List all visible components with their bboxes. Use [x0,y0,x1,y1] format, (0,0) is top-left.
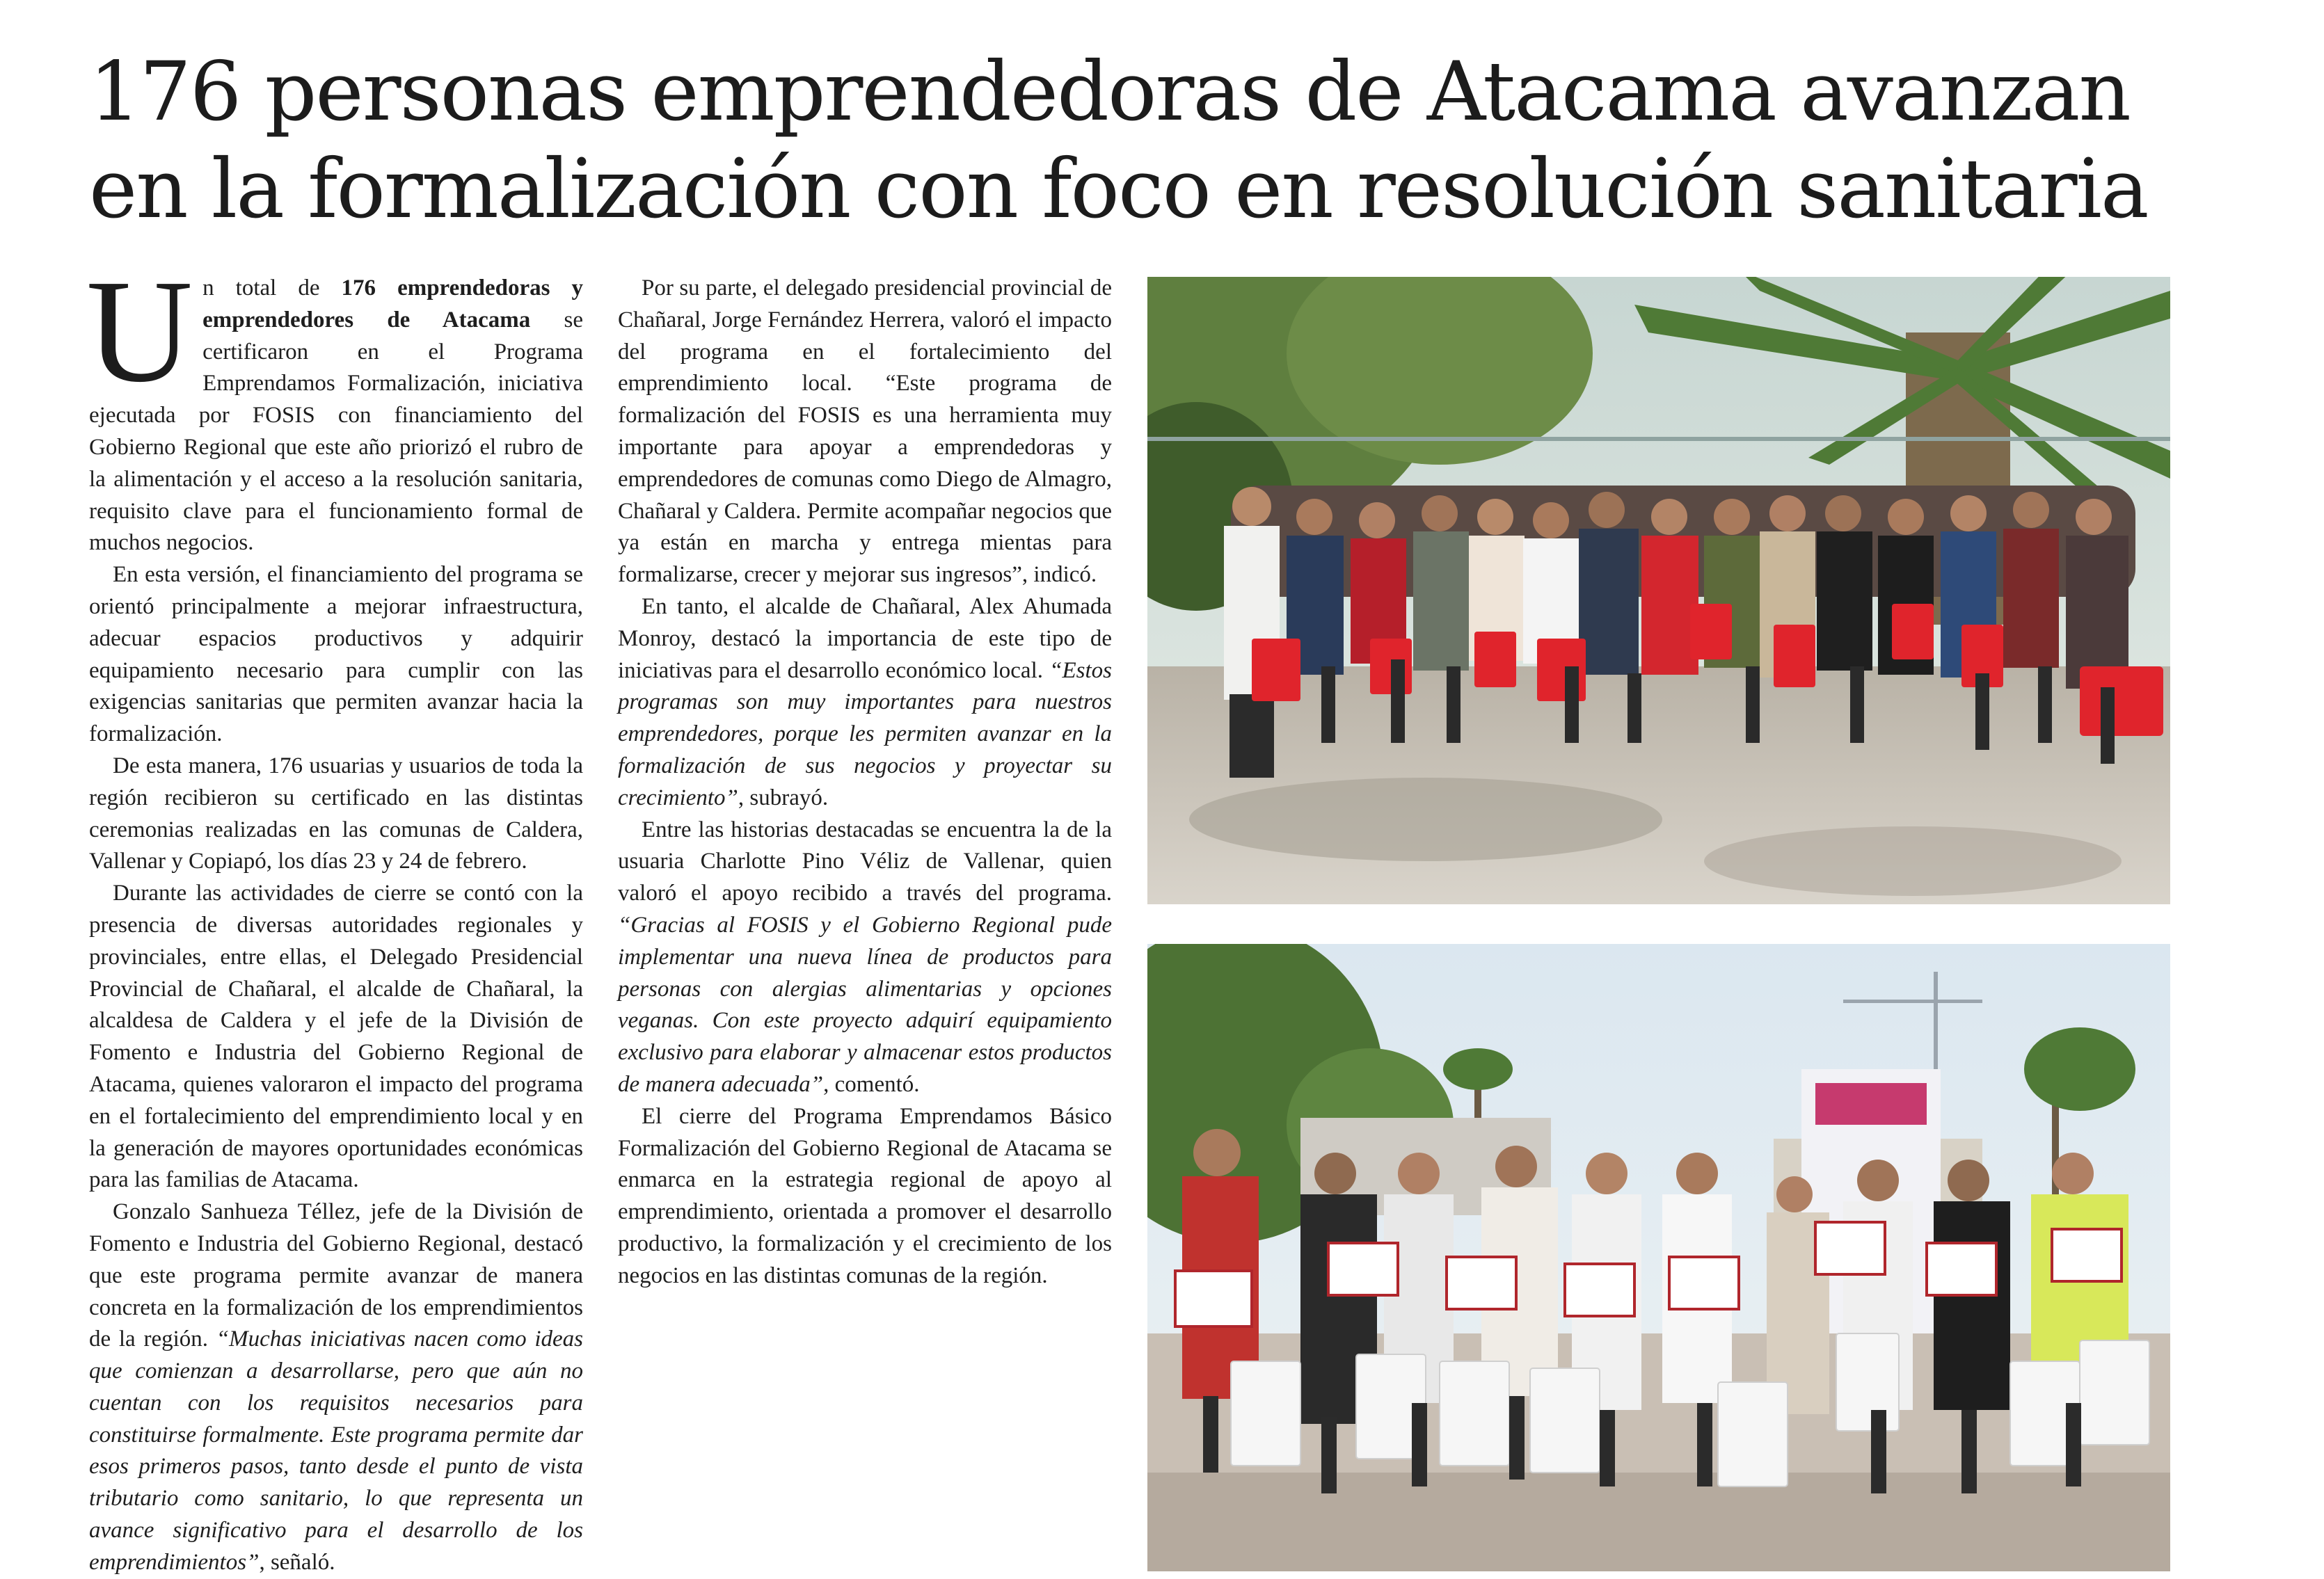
drop-cap: U [86,249,193,412]
headline [89,43,2246,238]
paragraph-1-bold: 176 emprendedoras y emprendedores de Atacama [202,275,583,332]
paragraph-7-text-b: , subrayó. [738,785,829,810]
group-photo-red-bags [1147,277,2170,904]
paragraph-7-text-a: En tanto, el alcalde de Chañaral, Alex Ahumada Monroy, destacó la importancia de este tipo de iniciativas para el desarrollo económico local. [618,593,1112,683]
paragraph-6: Por su parte, el delegado presidencial provincial de Chañaral, Jorge Fernández Herrera, valoró el impacto del programa en el fortalecimiento del emprendimiento local. “Este programa de formalización del FOSIS es una herramienta muy importante para apoyar a emprendedoras y emprendedores de comunas como Diego de Almagro, Chañaral y Caldera. Permite acompañar negocios que ya están en marcha y entrega mientas para formalizarse, crecer y mejorar sus ingresos”, indicó. [618,275,1112,588]
paragraph-3: De esta manera, 176 usuarias y usuarios de toda la región recibieron su certificado en las distintas ceremonias realizadas en las comunas de Caldera, Vallenar y Copiapó, los días 23 y 24 de febrero. [89,753,583,874]
paragraph-8-text-b: , comentó. [823,1071,920,1097]
paragraph-7-quote: “Estos programas son muy importantes para nuestros emprendedores, porque les permiten avanzar en la formalización de sus negocios y proyectar su crecimiento” [618,657,1112,810]
paragraph-1-text-a: n total de [202,275,342,300]
group-photo-certificates [1147,944,2170,1571]
paragraph-7 [618,591,1112,815]
headline-line-2: en la formalización con foco en resolución sanitaria [89,141,2148,237]
paragraph-8-quote: “Gracias al FOSIS y el Gobierno Regional pude implementar una nueva línea de productos para personas con alergias alimentarias y opciones veganas. Con este proyecto adquirí equipamiento exclusivo para elaborar y almacenar estos productos de manera adecuada” [618,912,1112,1097]
paragraph-5 [89,1196,583,1579]
paragraph-5-text-b: , señaló. [259,1549,335,1575]
paragraph-9: El cierre del Programa Emprendamos Básico Formalización del Gobierno Regional de Atacama se enmarca en la estrategia regional de apoyo al emprendimiento, orientada a promover el desarrollo productivo, la formalización y el crecimiento de los negocios en las distintas comunas de la región. [618,1103,1112,1288]
paragraph-8 [618,815,1112,1101]
paragraph-8-text-a: Entre las historias destacadas se encuentra la de la usuaria Charlotte Pino Véliz de Vallenar, quien valoró el apoyo recibido a través del programa. [618,817,1112,906]
group-photo-red-bags-image [1147,277,2170,904]
paragraph-2: En esta versión, el financiamiento del programa se orientó principalmente a mejorar infraestructura, adecuar espacios productivos y adquirir equipamiento necesario para cumplir con las exigencias sanitarias que permiten avanzar hacia la formalización. [89,562,583,747]
article-column-1 [86,249,583,1579]
paragraph-1-text-b: se certificaron en el Programa Emprendamos Formalización, iniciativa ejecutada por FOSIS con financiamiento del Gobierno Regional que este año priorizó el rubro de la alimentación y el acceso a la resolución sanitaria, requisito clave para el funcionamiento formal de muchos negocios. [89,307,583,556]
paragraph-1 [86,249,583,559]
article-column-2 [618,273,1112,1292]
paragraph-5-text-a: Gonzalo Sanhueza Téllez, jefe de la División de Fomento e Industria del Gobierno Regional, destacó que este programa permite avanzar de manera concreta en la formalización de los emprendimientos de la región. [89,1199,583,1352]
paragraph-5-quote: “Muchas iniciativas nacen como ideas que comienzan a desarrollarse, pero que aún no cuentan con los requisitos necesarios para constituirse formalmente. Este programa permite dar esos primeros pasos, tanto desde el punto de vista tributario como sanitario, lo que representa un avance significativo para el desarrollo de los emprendimientos” [89,1326,583,1575]
headline-line-1: 176 personas emprendedoras de Atacama avanzan [89,44,2130,139]
group-photo-certificates-image [1147,944,2170,1571]
paragraph-4: Durante las actividades de cierre se contó con la presencia de diversas autoridades regionales y provinciales, entre ellas, el Delegado Presidencial Provincial de Chañaral, el alcalde de Chañaral, la alcaldesa de Caldera y el jefe de la División de Fomento e Industria del Gobierno Regional de Atacama, quienes valoraron el impacto del programa en el fortalecimiento del emprendimiento local y en la generación de mayores oportunidades económicas para las familias de Atacama. [89,881,583,1193]
